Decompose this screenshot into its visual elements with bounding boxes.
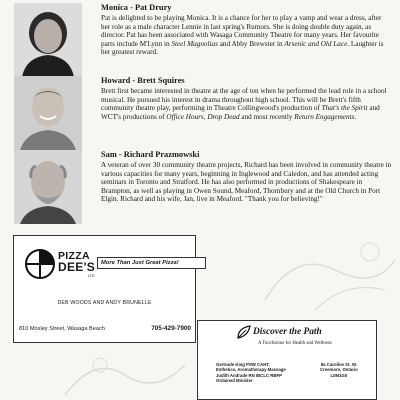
bio-title-italic: Arsenic and Old Lace xyxy=(284,39,348,48)
path-left-line: Gertrude King PSW CAHT, xyxy=(216,362,270,367)
bio-text-run: . xyxy=(354,112,357,121)
bio-text-run: Pat is delighted to be playing Monica. It is a chance for her to play a vamp and wear a dress, after her role as a male character Lennie in last spring's Rumors. She is doing double duty again, as director. Pat has been associated with Wasaga Community Theatre for many years. Her favourite parts include M'Lynn in xyxy=(101,14,382,48)
bio-body xyxy=(101,14,392,57)
path-right-line: 8a Caroline St. W. xyxy=(320,362,357,367)
bio-pat-drury xyxy=(14,3,392,81)
bio-text-run: and WCT's productions of xyxy=(101,104,380,121)
bio-text-run: and most recently xyxy=(239,112,295,121)
headshot-photo xyxy=(14,150,82,224)
bio-brett-squires xyxy=(14,76,392,154)
bio-name: Howard - Brett Squires xyxy=(101,76,185,85)
path-left-line: Ordained Minister xyxy=(216,378,253,384)
pizza-address: 810 Mosley Street, Wasaga Beach xyxy=(19,326,105,332)
bio-text-run: Brett first became interested in theatre at the age of ten when he performed the lead role in a school musical. He pursued his interest in drama throughout high school. This will be Brett's fifth community theatre play, performing in Theatre Collingwood's production of xyxy=(101,87,387,113)
bio-name: Sam - Richard Prazmowski xyxy=(101,150,200,159)
bio-name: Monica - Pat Drury xyxy=(101,3,172,12)
pizza-owners: DEB WOODS AND ANDY BRUNELLE xyxy=(57,300,152,306)
path-practitioners xyxy=(216,362,286,384)
discover-the-path-ad xyxy=(197,320,377,400)
path-address xyxy=(320,362,358,378)
bio-title-italic: That's the Spirit xyxy=(321,104,368,113)
headshot-photo xyxy=(14,76,82,150)
path-right-line: L0M1G0 xyxy=(330,372,348,378)
bio-title-italic: Office Hours, Drop Dead xyxy=(166,112,240,121)
background-sketch-bottom xyxy=(60,345,190,400)
bio-text-run: and Abby Brewster in xyxy=(217,39,285,48)
background-sketch-right xyxy=(255,230,400,320)
leaf-logo-icon xyxy=(236,324,252,340)
path-left-line: Esthetics, Aromatherapy Massage xyxy=(216,367,286,373)
pizza-brand-name xyxy=(58,251,95,273)
path-title: Discover the Path xyxy=(253,327,322,337)
pizza-dees-ad xyxy=(13,235,196,343)
bio-richard-prazmowski xyxy=(14,146,392,228)
pizza-tagline: More Than Just Great Pizza! xyxy=(97,257,206,269)
pizza-name-line2: DEE'S xyxy=(58,260,96,274)
bio-text-run: A veteran of over 30 community theatre projects, Richard has been involved in community theatre in various capacities for many years, beginning in Inglewood and Caledon, and has attended acting seminars in Toronto and Stratford. He has also performed in productions of Shakespeare in Brampton, as well as playing in Owen Sound, Meaford, Thornbury and at the Old Church in Port Elgin. Richard and his wife, Jan, live in Meaford. "Thank you for believing!" xyxy=(101,161,392,204)
bio-title-italic: Steel Magnolias xyxy=(171,39,218,48)
path-left-line: Judith Andrade RN IBCLC RBFP xyxy=(216,372,282,378)
pizza-ltd: LTD. xyxy=(88,274,96,278)
bio-text-run: . Laughter is her greatest reward. xyxy=(101,39,384,57)
path-right-line: Creemore, Ontario xyxy=(320,367,358,373)
pizza-name-line1: PIZZA xyxy=(58,250,90,262)
headshot-photo xyxy=(14,3,82,77)
bio-body xyxy=(101,87,392,121)
pizza-slice-cross-logo-icon xyxy=(24,248,56,280)
path-subtitle: A Touchstone for Health and Wellness xyxy=(258,341,332,346)
bio-body xyxy=(101,161,392,204)
bio-title-italic: Return Engagements xyxy=(294,112,355,121)
pizza-phone: 705-429-7900 xyxy=(151,325,191,332)
